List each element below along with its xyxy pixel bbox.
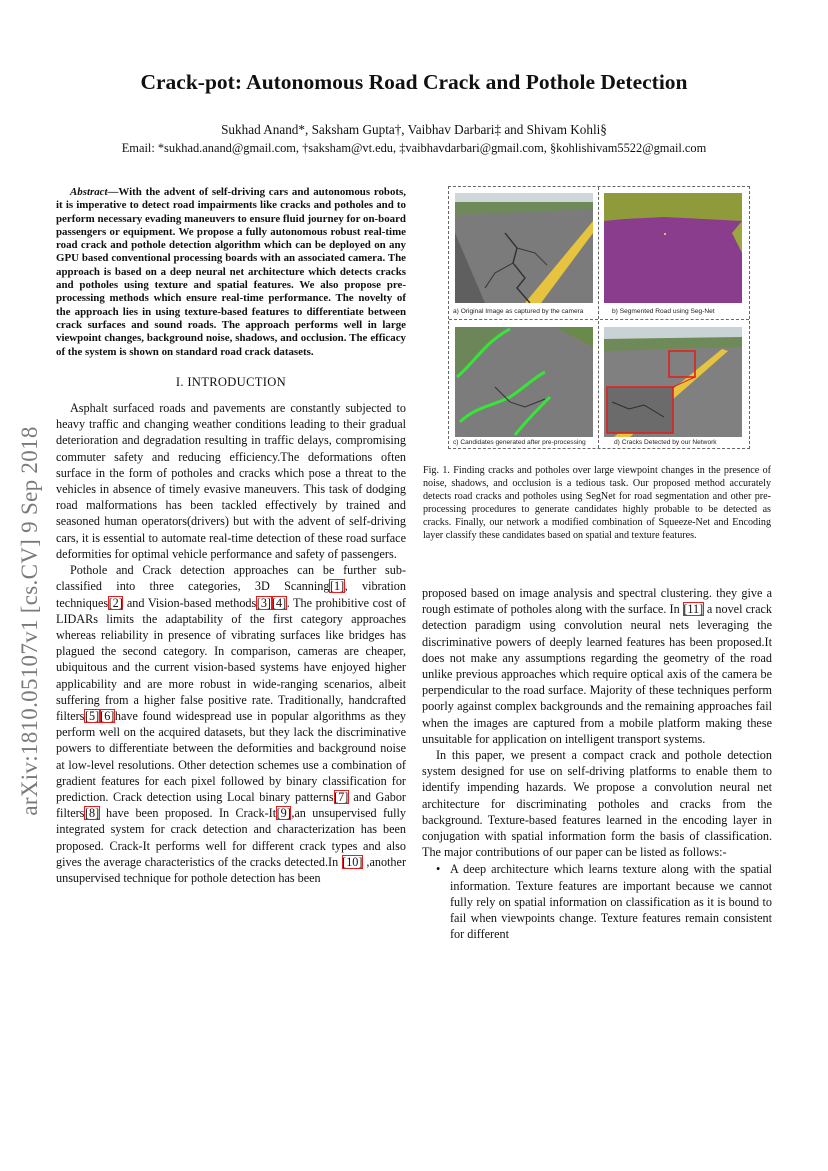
text-run: and Gabor filters <box>56 789 406 821</box>
arxiv-identifier: arXiv:1810.05107v1 [cs.CV] 9 Sep 2018 <box>17 426 42 816</box>
figure-panel-segmented <box>604 193 742 303</box>
left-column <box>56 186 406 886</box>
panel-label-b: b) Segmented Road using Seg-Net <box>612 308 715 315</box>
figure-caption: Fig. 1. Finding cracks and potholes over large viewpoint changes in the presence of noise, shadows, and occlusion is a tedious task. Our proposed method accurately detects road cracks and potholes using SegNet for road segmentation and other pre-processing procedures to generate candidates highly probable to be detected as cracks. Finally, our network a modified combination of Squeeze-Net and Encoding layer classify these candidates based on spatial and texture features. <box>423 465 771 541</box>
contributions-list <box>422 861 772 942</box>
road-photo-original <box>455 193 593 303</box>
figure-panel-original <box>455 193 593 303</box>
road-segmentation-map <box>604 193 742 303</box>
text-run: . The prohibitive cost of LIDARs limits the adaptability of the first category approaches whereas reliability in presence of vibrating surfaces like bridges has plagued the second category. In comparison, cameras are cheaper, ubiquitous and the current vision-based systems have enjoyed higher applicability and are more robust in wide-ranging scenarios, albeit suffering from a higher false positive rate. Traditionally, handcrafted filters <box>56 595 406 723</box>
intro-paragraph-1: Asphalt surfaced roads and pavements are constantly subjected to heavy traffic and changing weather conditions leading to their gradual deterioration and degradation resulting in traffic delays, compromising commuter safety and reducing efficiency.The deformations often surface in the form of potholes and cracks which pose a threat to the vehicles in absence of timely evasive maneuvers. This task of dodging road malformations has been tackled effectively by trained and seasoned human operators(drivers) but with the advent of self-driving cars, it is essential to automate real-time detection of these road surface deformities for optimal vehicle performance and safety of passengers. <box>56 401 406 561</box>
citation-link[interactable]: [6] <box>100 708 115 723</box>
author-list: Sukhad Anand*, Saksham Gupta†, Vaibhav Darbari‡ and Shivam Kohli§ <box>221 122 607 137</box>
figure-divider-vertical <box>598 187 599 448</box>
text-run: ,an unsupervised fully integrated system for crack detection and characterization has been proposed. Crack-It performs well for different crack types and also gives the average characteristics of the cracks detected.In <box>56 806 406 869</box>
list-item: • A deep architecture which learns texture along with the spatial information. Texture features are important because we cannot fully rely on spatial information on classification as it is bound to fail when viewpoints change. Texture features remain consistent for different <box>450 861 772 942</box>
right-paragraph-2: In this paper, we present a compact crack and pothole detection system designed for use on self-driving platforms to enable them to identify impending hazards. We propose a convolution neural net architecture for discriminating potholes and cracks from the background. Texture-based features learned in the encoding layer in conjugation with spatial information form the basis of classification. The major contributions of our paper can be listed as follows:- <box>422 748 772 860</box>
figure-divider-horizontal <box>449 319 749 320</box>
text-run: , vibration techniques <box>56 579 406 610</box>
panel-label-c: c) Candidates generated after pre-processing <box>453 439 586 446</box>
abstract <box>56 186 406 359</box>
abstract-lead: Abstract <box>70 186 108 198</box>
road-photo-candidates <box>455 327 593 437</box>
panel-label-a: a) Original Image as captured by the camera <box>453 308 584 315</box>
citation-link[interactable]: [10] <box>342 854 363 869</box>
section-heading-introduction: I. INTRODUCTION <box>175 374 287 389</box>
abstract-text: —With the advent of self-driving cars and autonomous robots, it is imperative to detect road impairments like cracks and potholes and to perform necessary evading maneuvers to ensure fluid journey for on-board passengers or equipment. We propose a fully autonomous robust real-time road crack and pothole detection algorithm which can be deployed on any GPU based conventional processing boards with an associated camera. The approach is based on a deep neural net architecture which detects cracks and potholes using texture and spatial features. We also propose pre-processing methods which ensure real-time performance. The novelty of the approach lies in using texture-based features to differentiate between crack surfaces and sound roads. The approach performs well in large viewpoint changes, background noise, shadows, and occlusion. The efficacy of the system is shown on standard road crack datasets. <box>56 186 406 358</box>
citation-link[interactable]: [9] <box>276 806 291 821</box>
right-column <box>422 585 772 942</box>
text-run: proposed based on image analysis and spectral clustering. they give a rough estimate of potholes along with the surface. In <box>422 586 772 617</box>
figure-1 <box>448 186 750 449</box>
citation-link[interactable]: [4] <box>272 595 287 610</box>
text-run: ,another unsupervised technique for pothole detection has been <box>56 854 406 885</box>
figure-panel-detected <box>604 327 742 437</box>
citation-link[interactable]: [5] <box>84 708 100 723</box>
right-paragraph-1 <box>422 585 772 747</box>
text-run: Pothole and Crack detection approaches can be further sub-classified into three categories, 3D Scanning <box>56 563 406 594</box>
text-run: and Vision-based methods <box>123 595 257 610</box>
author-emails: Email: *sukhad.anand@gmail.com, †saksham@vt.edu, ‡vaibhavdarbari@gmail.com, §kohlishivam5522@gmail.com <box>121 141 707 155</box>
citation-link[interactable]: [3] <box>256 595 271 610</box>
figure-panel-candidates <box>455 327 593 437</box>
citation-link[interactable]: [7] <box>334 789 349 804</box>
citation-link[interactable]: [8] <box>84 806 100 821</box>
citation-link[interactable]: [11] <box>683 602 704 617</box>
text-run: have found widespread use in popular algorithms as they perform well on the acquired datasets, but they lack the discriminative powers to differentiate between the deformities and background noise at low-level resolutions. Other detection schemes use a combination of gradient features for each pixel followed by binary classification for prediction. Crack detection using Local binary patterns <box>56 708 406 804</box>
paper-title: Crack-pot: Autonomous Road Crack and Pothole Detection <box>140 70 688 94</box>
citation-link[interactable]: [2] <box>108 595 123 610</box>
intro-paragraph-2 <box>56 562 406 886</box>
citation-link[interactable]: [1] <box>329 579 345 594</box>
panel-label-d: d) Cracks Detected by our Network <box>614 439 717 446</box>
text-run: have been proposed. In Crack-It <box>99 806 277 821</box>
text-run: a novel crack detection paradigm using convolution neural nets leveraging the discriminative powers of deeply learned features has been proposed.It does not make any assumptions regarding the geometry of the road unlike previous approaches which require optical axis of the camera be perpendicular to the road surface. Majority of these techniques perform poorly against complex backgrounds and the remaining approaches fail when the images are captured from a mobile platform making these unsuitable for application on intelligent transport systems. <box>422 602 772 746</box>
road-photo-detections <box>604 327 742 437</box>
